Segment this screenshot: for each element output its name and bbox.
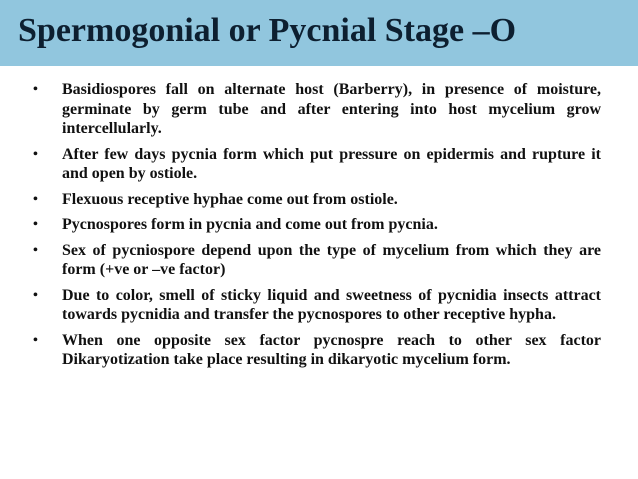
bullet-text: Due to color, smell of sticky liquid and sweetness of pycnidia insects attract towards pycnidia and transfer the pycnospores to other receptive hypha.: [62, 286, 601, 323]
bullet-text: Flexuous receptive hyphae come out from ostiole.: [62, 190, 398, 208]
bullet-icon: •: [33, 287, 38, 303]
bullet-text: Pycnospores form in pycnia and come out from pycnia.: [62, 216, 438, 233]
bullet-text: After few days pycnia form which put pressure on epidermis and rupture it and open by ostiole.: [62, 145, 601, 182]
bullet-item-1: [33, 80, 601, 139]
bullet-text: Sex of pycniospore depend upon the type of mycelium from which they are form (+ve or –ve factor): [62, 241, 601, 278]
bullet-text: Basidiospores fall on alternate host (Barberry), in presence of moisture, germinate by germ tube and after entering into host mycelium grow intercellularly.: [62, 81, 601, 137]
bullet-item-2: [33, 145, 601, 184]
bullet-item-5: [33, 241, 601, 280]
bullet-item-7: [33, 331, 601, 370]
bullet-item-3: [33, 190, 601, 210]
bullet-item-4: [33, 215, 601, 235]
bullet-icon: •: [33, 146, 38, 162]
bullet-list: [33, 80, 601, 376]
bullet-icon: •: [33, 191, 38, 207]
bullet-icon: •: [33, 332, 38, 348]
slide-title: Spermogonial or Pycnial Stage –O: [18, 12, 517, 49]
bullet-icon: •: [33, 242, 38, 258]
title-bar: [0, 0, 638, 66]
bullet-icon: •: [33, 82, 38, 97]
bullet-item-6: [33, 286, 601, 325]
bullet-text: When one opposite sex factor pycnospre reach to other sex factor Dikaryotization take place resulting in dikaryotic mycelium form.: [62, 331, 601, 368]
bullet-icon: •: [33, 217, 38, 232]
